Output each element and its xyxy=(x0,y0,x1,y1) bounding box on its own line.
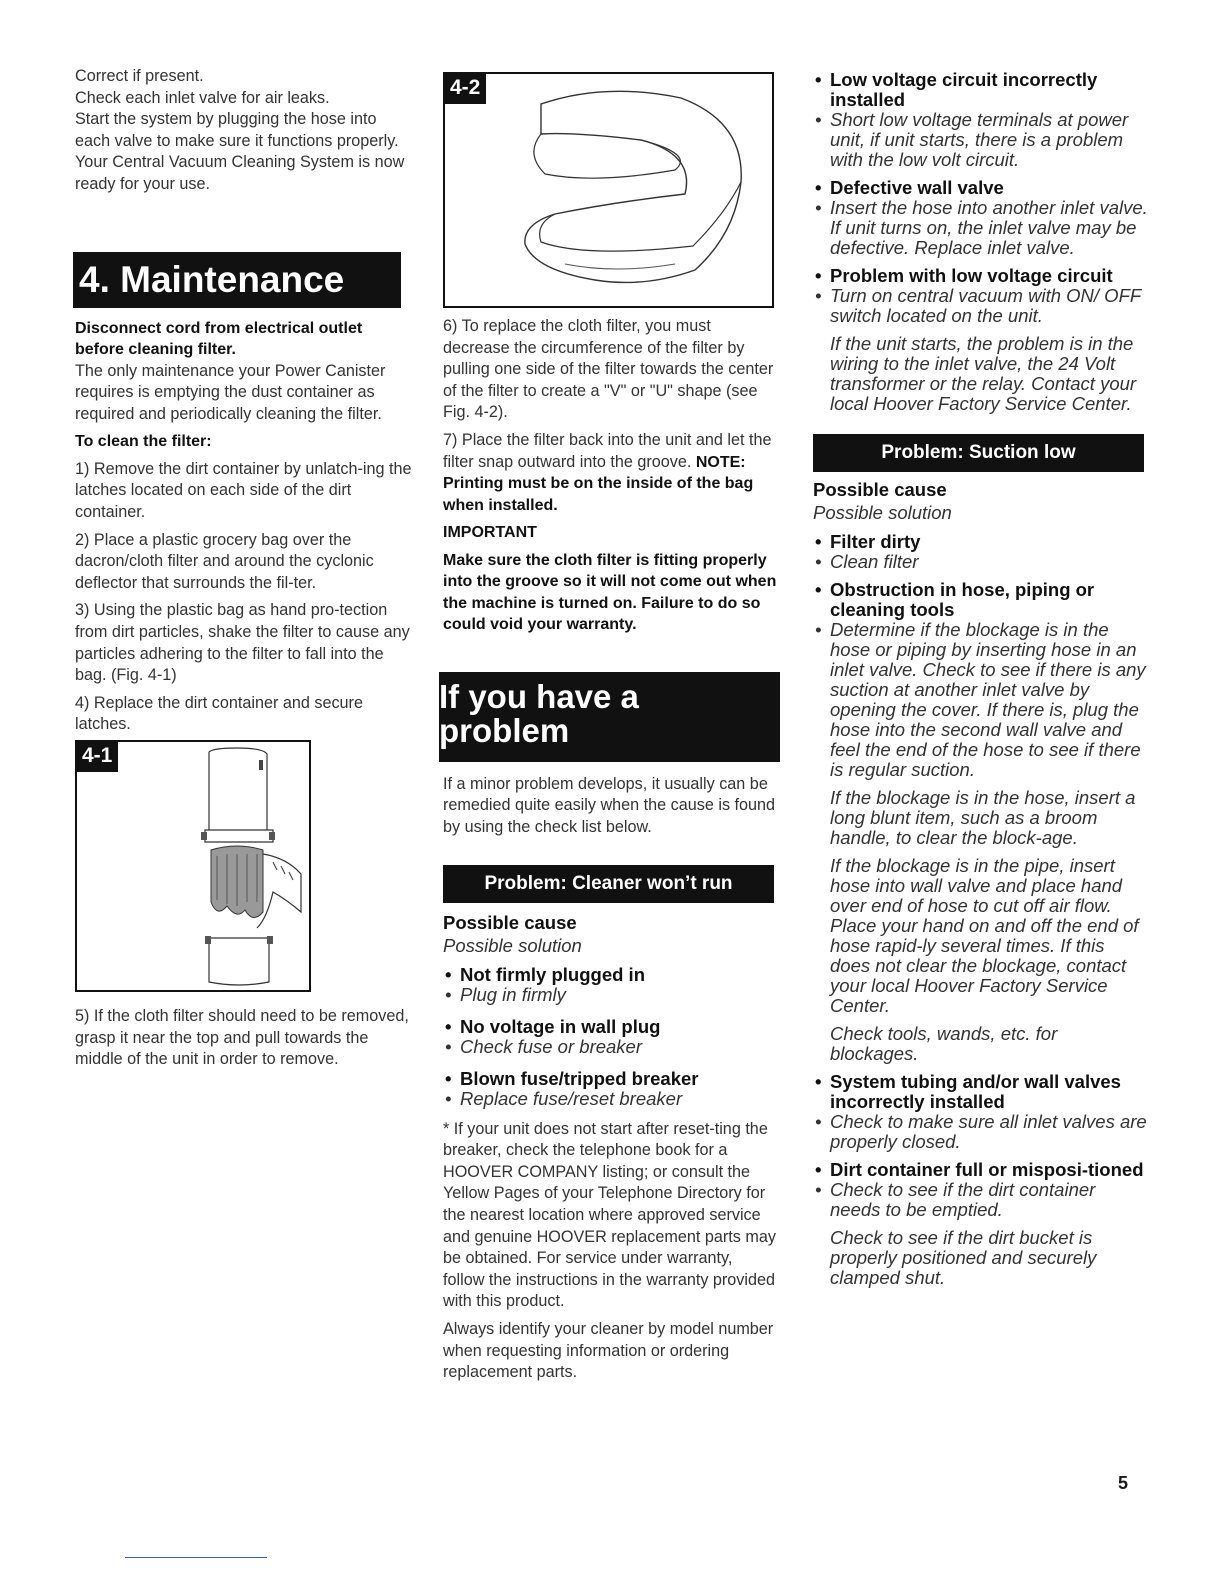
cause-item: • Obstruction in hose, piping or cleaning tools xyxy=(813,580,1148,620)
step-6: 6) To replace the cloth filter, you must decrease the circumference of the filter by pulling one side of the filter towards the center of the filter to create a "V" or "U" shape (see Fig. 4-2). xyxy=(443,317,774,422)
identify-note: Always identify your cleaner by model number when requesting information or ordering replacement parts. xyxy=(443,1319,774,1382)
maintenance-heading: 4. Maintenance xyxy=(73,252,401,308)
problem-intro: If a minor problem develops, it usually can be remedied quite easily when the cause is found by using the check list below. xyxy=(443,774,776,837)
step-4: 4) Replace the dirt container and secure latches. xyxy=(75,693,363,734)
intro-line: Start the system by plugging the hose into each valve to make sure it functions properly. xyxy=(75,110,399,150)
solution-continued: If the blockage is in the hose, insert a long blunt item, such as a broom handle, to clear the block-age. xyxy=(830,787,1136,848)
solution-item: • Determine if the blockage is in the hose or piping by inserting hose in an inlet valve. Check to see if there is any suction at another inlet valve by opening the cover. If there is, plug the hose into the second wall valve and feel the end of the hose to see if there is regular suction. xyxy=(813,620,1148,780)
problem-heading-line: If you have a xyxy=(439,677,639,715)
important-text: Make sure the cloth filter is fitting properly into the groove so it will not come out when the machine is turned on. Failure to do so could void your warranty. xyxy=(443,551,777,634)
problem-bar-cleaner-wont-run: Problem: Cleaner won’t run xyxy=(443,865,774,903)
solution-continued: Check tools, wands, etc. for blockages. xyxy=(830,1023,1058,1064)
possible-solution-header: Possible solution xyxy=(813,502,952,523)
intro-line: Correct if present. xyxy=(75,67,204,85)
cause-item: • System tubing and/or wall valves incorrectly installed xyxy=(813,1072,1148,1112)
problem-heading-line: problem xyxy=(439,711,570,749)
figure-label: 4-1 xyxy=(77,742,118,772)
cleaning-warning: Disconnect cord from electrical outlet before cleaning filter. xyxy=(75,319,363,359)
column-2 xyxy=(439,72,778,1384)
cause-item: • Not firmly plugged in xyxy=(443,965,778,985)
solution-item: • Check to see if the dirt container needs to be emptied. xyxy=(813,1180,1148,1220)
possible-cause-header: Possible cause xyxy=(443,911,577,933)
cause-item: • Low voltage circuit incorrectly installed xyxy=(813,70,1148,110)
footer-rule xyxy=(125,1557,267,1558)
important-heading: IMPORTANT xyxy=(443,524,537,542)
solution-item: • Short low voltage terminals at power unit, if unit starts, there is a problem with the low volt circuit. xyxy=(813,110,1148,170)
canister-filter-illustration xyxy=(77,742,309,990)
suction-low-list-cont xyxy=(813,1072,1148,1220)
figure-4-1 xyxy=(75,740,311,992)
solution-item: • Check fuse or breaker xyxy=(443,1037,778,1057)
solution-continued: Check to see if the dirt bucket is properly positioned and securely clamped shut. xyxy=(830,1227,1097,1288)
maintenance-text: The only maintenance your Power Canister requires is emptying the dust container as required and periodically cleaning the filter. xyxy=(75,361,386,423)
column-3 xyxy=(813,70,1148,1288)
solution-continued: If the blockage is in the pipe, insert hose into wall valve and place hand over end of hose to cut off air flow. Place your hand on and off the end of hose rapid-ly several times. If this does not clear the blockage, contact your local Hoover Factory Service Center. xyxy=(830,855,1139,1016)
cause-item: • Filter dirty xyxy=(813,532,1148,552)
step-7-text: 7) Place the filter back into the unit and let the filter snap outward into the groove. xyxy=(443,430,772,471)
problem-heading xyxy=(439,672,780,762)
suction-low-list xyxy=(813,532,1148,780)
step-3: 3) Using the plastic bag as hand pro-tection from dirt particles, shake the filter to cause any particles adhering to the filter to fall into the bag. (Fig. 4-1) xyxy=(75,601,410,685)
intro-line: Check each inlet valve for air leaks. xyxy=(75,88,330,107)
solution-item: • Plug in firmly xyxy=(443,985,778,1005)
solution-item: • Insert the hose into another inlet valve. If unit turns on, the inlet valve may be defective. Replace inlet valve. xyxy=(813,198,1148,258)
cause-item: • Blown fuse/tripped breaker xyxy=(443,1069,778,1089)
step-7-note: NOTE: Printing must be on the inside of the bag when installed. xyxy=(443,453,754,514)
column-1 xyxy=(75,66,415,1071)
step-2: 2) Place a plastic grocery bag over the dacron/cloth filter and around the cyclonic deflector that surrounds the fil-ter. xyxy=(75,530,374,592)
footnote: * If your unit does not start after reset-ting the breaker, check the telephone book for a HOOVER COMPANY listing; or consult the Yellow Pages of your Telephone Directory for the nearest location where approved service and genuine HOOVER replacement parts may be obtained. For service under warranty, follow the instructions in the warranty provided with this product. xyxy=(443,1119,776,1311)
step-1: 1) Remove the dirt container by unlatch-ing the latches located on each side of the dirt container. xyxy=(75,459,412,522)
solution-item: • Turn on central vacuum with ON/ OFF switch located on the unit. xyxy=(813,286,1148,326)
possible-cause-header: Possible cause xyxy=(813,479,947,500)
filter-u-shape-illustration xyxy=(445,74,772,306)
cause-item: • Problem with low voltage circuit xyxy=(813,266,1148,286)
cleaner-wont-run-list xyxy=(443,965,778,1109)
figure-label: 4-2 xyxy=(445,74,486,104)
solution-item: • Replace fuse/reset breaker xyxy=(443,1089,778,1109)
solution-continued: If the unit starts, the problem is in the wiring to the inlet valve, the 24 Volt transformer or the relay. Contact your local Hoover Factory Service Center. xyxy=(830,333,1137,414)
cleaner-wont-run-list-cont xyxy=(813,70,1148,326)
page-number: 5 xyxy=(1118,1473,1129,1493)
cause-item: • Defective wall valve xyxy=(813,178,1148,198)
possible-solution-header: Possible solution xyxy=(443,934,582,956)
cause-item: • No voltage in wall plug xyxy=(443,1017,778,1037)
step-7 xyxy=(443,430,778,516)
solution-item: • Clean filter xyxy=(813,552,1148,572)
intro-line: Your Central Vacuum Cleaning System is now ready for your use. xyxy=(75,153,405,193)
step-5: 5) If the cloth filter should need to be removed, grasp it near the top and pull towards the middle of the unit in order to remove. xyxy=(75,1006,409,1069)
figure-4-2 xyxy=(443,72,774,308)
solution-item: • Check to make sure all inlet valves are properly closed. xyxy=(813,1112,1148,1152)
clean-filter-heading: To clean the filter: xyxy=(75,433,212,451)
problem-bar-suction-low: Problem: Suction low xyxy=(813,434,1144,472)
cause-item: • Dirt container full or misposi-tioned xyxy=(813,1160,1148,1180)
